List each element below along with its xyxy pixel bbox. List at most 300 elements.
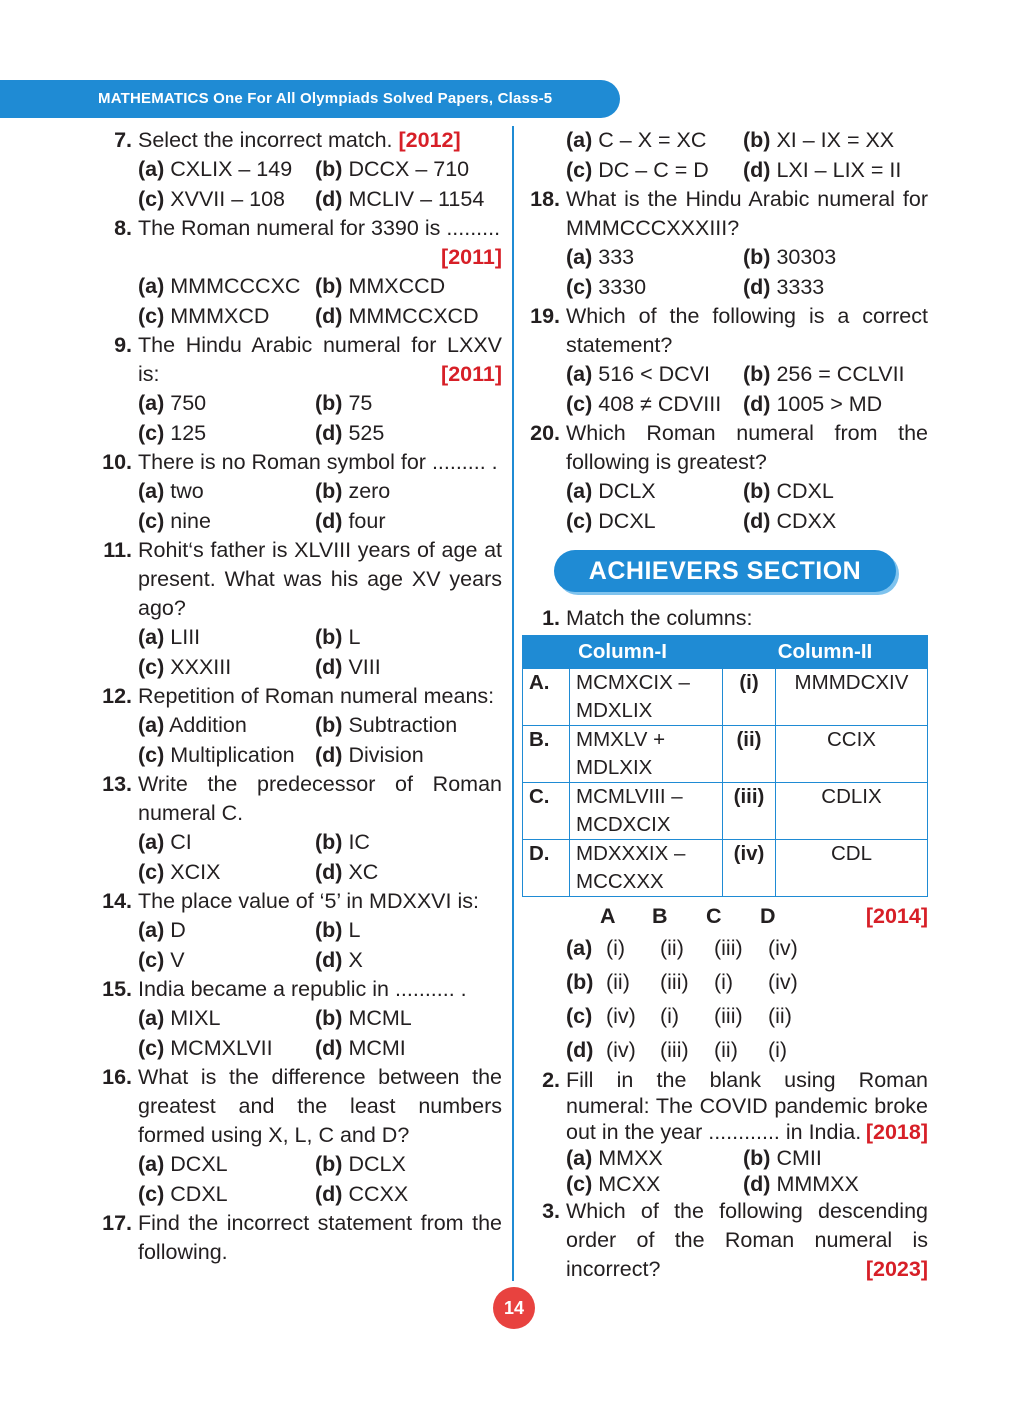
option — [315, 389, 502, 419]
option — [138, 946, 315, 976]
option-text: MMMXX — [776, 1172, 859, 1196]
option-letter: (d) — [743, 508, 771, 533]
option-text: DCCX – 710 — [348, 157, 470, 181]
column-label: B — [652, 904, 668, 928]
match-row — [523, 726, 928, 783]
option — [138, 272, 315, 302]
options — [94, 623, 502, 682]
option — [315, 653, 502, 683]
option-text: Subtraction — [348, 713, 458, 737]
option — [138, 1150, 315, 1180]
column-label: A — [600, 904, 616, 928]
option-letter: (c) — [138, 654, 165, 679]
question-number: 3. — [542, 1199, 560, 1223]
option-text: MMMXCD — [170, 303, 270, 328]
option-text: MMMCCCXC — [170, 274, 301, 298]
option — [566, 507, 743, 537]
option-letter: (c) — [138, 947, 165, 972]
option-letter: (c) — [138, 859, 165, 884]
option-text: 750 — [170, 391, 207, 415]
option-text: 516 < DCVI — [598, 362, 711, 386]
options — [94, 828, 502, 887]
question-number: 10. — [102, 450, 132, 474]
option-value: (iv) — [606, 1004, 636, 1028]
question-number: 17. — [102, 1211, 132, 1235]
option-letter: (d) — [315, 742, 343, 767]
option-text: four — [348, 508, 386, 533]
option-text: 3330 — [598, 274, 647, 299]
option-text: MIXL — [170, 1006, 221, 1030]
question-number: 20. — [530, 421, 560, 445]
option-text: Multiplication — [170, 742, 295, 767]
option — [566, 126, 743, 156]
question-number: 7. — [114, 128, 132, 152]
option-text: V — [170, 947, 185, 972]
option-text: XC — [348, 859, 379, 884]
option-letter: (b) — [315, 479, 343, 503]
option-letter: (b) — [743, 479, 771, 503]
option — [566, 1171, 743, 1197]
row-letter: C. — [523, 783, 570, 840]
option-text: CXLIX – 149 — [170, 157, 293, 181]
q1-answer-options — [522, 931, 928, 1067]
option-text: VIII — [348, 654, 381, 679]
option-text: 408 ≠ CDVIII — [598, 391, 722, 416]
option — [315, 507, 502, 537]
option — [743, 273, 928, 303]
option-letter: (d) — [743, 274, 771, 299]
question-12 — [94, 682, 502, 711]
answer-option — [566, 999, 928, 1033]
options — [94, 916, 502, 975]
options — [94, 389, 502, 448]
option — [743, 390, 928, 420]
match-row — [523, 840, 928, 897]
option — [138, 389, 315, 419]
year-tag: [2012] — [398, 128, 461, 152]
option — [743, 477, 928, 507]
option-letter: (c) — [566, 1004, 593, 1028]
question-number: 9. — [114, 333, 132, 357]
answer-option — [566, 965, 928, 999]
match-columns-table — [522, 635, 928, 897]
row-value: CCIX — [776, 726, 928, 783]
options — [522, 1145, 928, 1197]
option-letter: (a) — [138, 391, 165, 415]
option-letter: (b) — [743, 362, 771, 386]
option — [138, 916, 315, 946]
option — [315, 302, 502, 332]
option — [138, 1034, 315, 1064]
option-letter: (b) — [566, 970, 594, 994]
row-letter: D. — [523, 840, 570, 897]
option-value: (iv) — [606, 1038, 636, 1062]
question-text: Rohit‘s father is XLVIII years of age at present. What was his age XV years ago? — [138, 538, 502, 620]
row-expression: MDXXXIX – MCCXXX — [570, 840, 723, 897]
question-number: 8. — [114, 216, 132, 240]
options — [94, 477, 502, 536]
question-text: What is the difference between the greatest and the least numbers formed using X, L, C and D? — [138, 1065, 502, 1147]
options — [94, 1150, 502, 1209]
option-value: (iii) — [660, 970, 689, 994]
question-text: The place value of ‘5’ in MDXXVI is: — [138, 889, 479, 913]
option-letter: (b) — [743, 1146, 771, 1170]
option-letter: (d) — [315, 303, 343, 328]
option-text: XI – IX = XX — [776, 128, 895, 152]
option-value: (i) — [606, 936, 626, 960]
option — [743, 1145, 928, 1171]
question-number: 19. — [530, 304, 560, 328]
option-value: (iii) — [714, 1004, 743, 1028]
row-letter: A. — [523, 669, 570, 726]
option-text: MMXX — [598, 1146, 663, 1170]
option-text: X — [348, 947, 363, 972]
option-text: L — [348, 625, 361, 649]
option — [743, 243, 928, 273]
option — [138, 419, 315, 449]
row-expression: MCMXCIX – MDXLIX — [570, 669, 723, 726]
question-13 — [94, 770, 502, 828]
option-letter: (c) — [566, 1172, 593, 1196]
option-value: (iv) — [768, 936, 798, 960]
option — [743, 126, 928, 156]
option-letter: (a) — [138, 918, 165, 942]
question-text: Find the incorrect statement from the following. — [138, 1211, 502, 1264]
option-letter: (b) — [315, 157, 343, 181]
option-value: (iv) — [768, 970, 798, 994]
match-row — [523, 669, 928, 726]
row-roman: (iv) — [723, 840, 776, 897]
question-10 — [94, 448, 502, 477]
option-text: DCLX — [598, 479, 656, 503]
option — [138, 858, 315, 888]
question-9 — [94, 331, 502, 389]
option — [315, 155, 502, 185]
question-number: 11. — [103, 538, 132, 562]
option — [566, 1145, 743, 1171]
question-17 — [94, 1209, 502, 1267]
option — [315, 419, 502, 449]
option-letter: (c) — [138, 1181, 165, 1206]
option-text: 75 — [348, 391, 373, 415]
question-text: The Hindu Arabic numeral for LXXV is: [2011] — [138, 331, 502, 389]
option-text: nine — [170, 508, 211, 533]
option-letter: (b) — [315, 1152, 343, 1176]
option — [566, 273, 743, 303]
option-value: (iii) — [714, 936, 743, 960]
option — [315, 946, 502, 976]
option-letter: (c) — [138, 420, 165, 445]
question-text: What is the Hindu Arabic numeral for MMMCCCXXXIII? — [566, 187, 928, 240]
option — [138, 1004, 315, 1034]
option-text: CDXL — [776, 479, 834, 503]
option-text: DCLX — [348, 1152, 406, 1176]
option-letter: (c) — [566, 508, 593, 533]
option-letter: (d) — [315, 1181, 343, 1206]
option-value: (ii) — [606, 970, 630, 994]
question-14 — [94, 887, 502, 916]
option-letter: (d) — [315, 859, 343, 884]
option-text: MCMXLVII — [170, 1035, 273, 1060]
option — [566, 360, 743, 390]
option — [138, 507, 315, 537]
options — [94, 272, 502, 331]
option-letter: (a) — [138, 1152, 165, 1176]
row-expression: MMXLV + MDLXIX — [570, 726, 723, 783]
option-text: 125 — [170, 420, 207, 445]
question-18 — [522, 185, 928, 243]
option-letter: (d) — [743, 1172, 771, 1196]
question-text: The Roman numeral for 3390 is ......... [2011] — [138, 214, 502, 272]
options — [522, 477, 928, 536]
options — [522, 243, 928, 302]
option-letter: (a) — [138, 625, 165, 649]
question-16 — [94, 1063, 502, 1150]
option-value: (ii) — [768, 1004, 792, 1028]
option — [315, 741, 502, 771]
option — [138, 155, 315, 185]
option-letter: (a) — [138, 274, 165, 298]
option-letter: (d) — [315, 420, 343, 445]
option-letter: (b) — [315, 918, 343, 942]
option — [315, 1180, 502, 1210]
question-8 — [94, 214, 502, 272]
option-letter: (d) — [315, 1035, 343, 1060]
option-text: D — [170, 918, 186, 942]
column-2-header: Column-II — [723, 636, 928, 669]
page-header: MATHEMATICS One For All Olympiads Solved Papers, Class-5 — [0, 80, 620, 118]
option-letter: (c) — [566, 391, 593, 416]
option — [743, 156, 928, 186]
option-letter: (d) — [315, 947, 343, 972]
answer-option — [566, 931, 928, 965]
row-value: CDL — [776, 840, 928, 897]
option-text: LXI – LIX = II — [776, 157, 902, 182]
column-label: D — [760, 904, 776, 928]
question-text: Write the predecessor of Roman numeral C. — [138, 772, 502, 825]
option-letter: (c) — [566, 274, 593, 299]
option — [315, 711, 502, 741]
option — [566, 243, 743, 273]
option-letter: (a) — [138, 713, 165, 737]
option-value: (i) — [660, 1004, 680, 1028]
year-tag: [2011] — [441, 245, 502, 269]
option-value: (i) — [768, 1038, 788, 1062]
option-letter: (c) — [566, 157, 593, 182]
column-label: C — [706, 904, 722, 928]
year-tag: [2011] — [441, 362, 502, 386]
option-letter: (d) — [743, 157, 771, 182]
option — [315, 858, 502, 888]
option — [315, 1004, 502, 1034]
option — [315, 916, 502, 946]
option-text: CI — [170, 830, 192, 854]
match-row — [523, 783, 928, 840]
column-divider — [512, 126, 514, 1281]
option-letter: (b) — [315, 830, 343, 854]
option-text: CCXX — [348, 1181, 409, 1206]
option-letter: (b) — [315, 274, 343, 298]
option-letter: (a) — [566, 128, 593, 152]
option-text: CDXL — [170, 1181, 228, 1206]
option — [138, 1180, 315, 1210]
option-text: XXXIII — [170, 654, 232, 679]
option-letter: (a) — [566, 245, 593, 269]
question-a1 — [522, 604, 928, 633]
question-text: Which of the following is a correct statement? — [566, 304, 928, 357]
option-letter: (d) — [315, 186, 343, 211]
option-text: DCXL — [170, 1152, 228, 1176]
option — [138, 623, 315, 653]
option-letter: (c) — [138, 742, 165, 767]
option-letter: (a) — [566, 1146, 593, 1170]
option-text: MCLIV – 1154 — [348, 186, 485, 211]
option-text: Division — [348, 742, 424, 767]
option-letter: (a) — [138, 1006, 165, 1030]
option-text: MCXX — [598, 1172, 661, 1196]
row-roman: (i) — [723, 669, 776, 726]
question-text: Repetition of Roman numeral means: — [138, 684, 495, 708]
option-text: 256 = CCLVII — [776, 362, 905, 386]
option-value: (i) — [714, 970, 734, 994]
option-letter: (b) — [743, 128, 771, 152]
question-number: 16. — [102, 1065, 132, 1089]
option-text: DCXL — [598, 508, 656, 533]
option-text: CMII — [776, 1146, 822, 1170]
option-text: MCML — [348, 1006, 412, 1030]
option-text: 30303 — [776, 245, 837, 269]
option-letter: (a) — [138, 830, 165, 854]
option — [566, 390, 743, 420]
option-text: L — [348, 918, 361, 942]
question-11 — [94, 536, 502, 623]
option — [138, 302, 315, 332]
option — [315, 623, 502, 653]
option-letter: (a) — [138, 157, 165, 181]
question-text: Which of the following descending order of the Roman numeral is incorrect? [2023] — [566, 1197, 928, 1284]
question-number: 18. — [530, 187, 560, 211]
row-letter: B. — [523, 726, 570, 783]
option-letter: (a) — [566, 362, 593, 386]
left-column — [94, 126, 502, 1267]
option — [138, 711, 315, 741]
question-15 — [94, 975, 502, 1004]
answer-column-labels — [522, 901, 928, 931]
option — [315, 477, 502, 507]
option-text: XVVII – 108 — [170, 186, 286, 211]
right-column — [522, 126, 928, 1284]
option-text: MCMI — [348, 1035, 406, 1060]
question-text: Match the columns: — [566, 606, 753, 630]
option-text: IC — [348, 830, 370, 854]
option — [315, 828, 502, 858]
question-text: Select the incorrect match. [2012] — [138, 128, 461, 152]
question-2 — [522, 1067, 928, 1145]
option-letter: (a) — [138, 479, 165, 503]
option-letter: (d) — [566, 1038, 594, 1062]
option — [315, 1150, 502, 1180]
option — [315, 1034, 502, 1064]
row-value: MMMDCXIV — [776, 669, 928, 726]
question-19 — [522, 302, 928, 360]
option-value: (iii) — [660, 1038, 689, 1062]
option — [566, 477, 743, 507]
question-number: 15. — [102, 977, 132, 1001]
option — [743, 507, 928, 537]
option-letter: (d) — [315, 654, 343, 679]
option-text: LIII — [170, 625, 201, 649]
option-letter: (b) — [315, 391, 343, 415]
question-7 — [94, 126, 502, 155]
option — [315, 185, 502, 215]
option-letter: (c) — [138, 186, 165, 211]
answer-option — [566, 1033, 928, 1067]
option-text: 3333 — [776, 274, 825, 299]
option-letter: (d) — [743, 391, 771, 416]
question-number: 1. — [542, 606, 560, 630]
option-text: 525 — [348, 420, 385, 445]
options — [94, 1004, 502, 1063]
question-number: 13. — [102, 772, 132, 796]
option — [138, 741, 315, 771]
option-letter: (b) — [315, 713, 343, 737]
option-text: 333 — [598, 245, 635, 269]
option — [743, 1171, 928, 1197]
option-text: DC – C = D — [598, 157, 709, 182]
option-letter: (a) — [566, 479, 593, 503]
question-number: 14. — [102, 889, 132, 913]
option-text: Addition — [169, 713, 247, 737]
question-text: Which Roman numeral from the following is greatest? — [566, 421, 928, 474]
year-tag: [2023] — [865, 1257, 928, 1281]
options — [94, 155, 502, 214]
question-20 — [522, 419, 928, 477]
option-letter: (c) — [138, 303, 165, 328]
option-text: 1005 > MD — [776, 391, 883, 416]
question-text: Fill in the blank using Roman numeral: The COVID pandemic broke out in the year ............ in India. [2018] — [566, 1068, 928, 1144]
row-roman: (ii) — [723, 726, 776, 783]
option-letter: (a) — [566, 936, 593, 960]
option-value: (ii) — [660, 936, 684, 960]
option — [743, 360, 928, 390]
question-text: There is no Roman symbol for ......... . — [138, 450, 498, 474]
option — [315, 272, 502, 302]
option — [138, 653, 315, 683]
option-letter: (b) — [315, 625, 343, 649]
option-text: MMMCCXCD — [348, 303, 479, 328]
option — [566, 156, 743, 186]
year-tag: [2014] — [865, 904, 928, 928]
option-letter: (b) — [315, 1006, 343, 1030]
year-tag: [2018] — [865, 1120, 928, 1144]
option-letter: (c) — [138, 508, 165, 533]
option-text: MMXCCD — [348, 274, 446, 298]
option-text: two — [170, 479, 204, 503]
options — [522, 360, 928, 419]
option-text: zero — [348, 479, 391, 503]
achievers-section-banner: ACHIEVERS SECTION — [554, 550, 896, 592]
option-letter: (b) — [743, 245, 771, 269]
page-number: 14 — [493, 1287, 535, 1329]
option-letter: (c) — [138, 1035, 165, 1060]
row-expression: MCMLVIII – MCDXCIX — [570, 783, 723, 840]
option-value: (ii) — [714, 1038, 738, 1062]
question-number: 12. — [102, 684, 132, 708]
q17-options — [522, 126, 928, 185]
option-letter: (d) — [315, 508, 343, 533]
option — [138, 828, 315, 858]
option-text: XCIX — [170, 859, 221, 884]
